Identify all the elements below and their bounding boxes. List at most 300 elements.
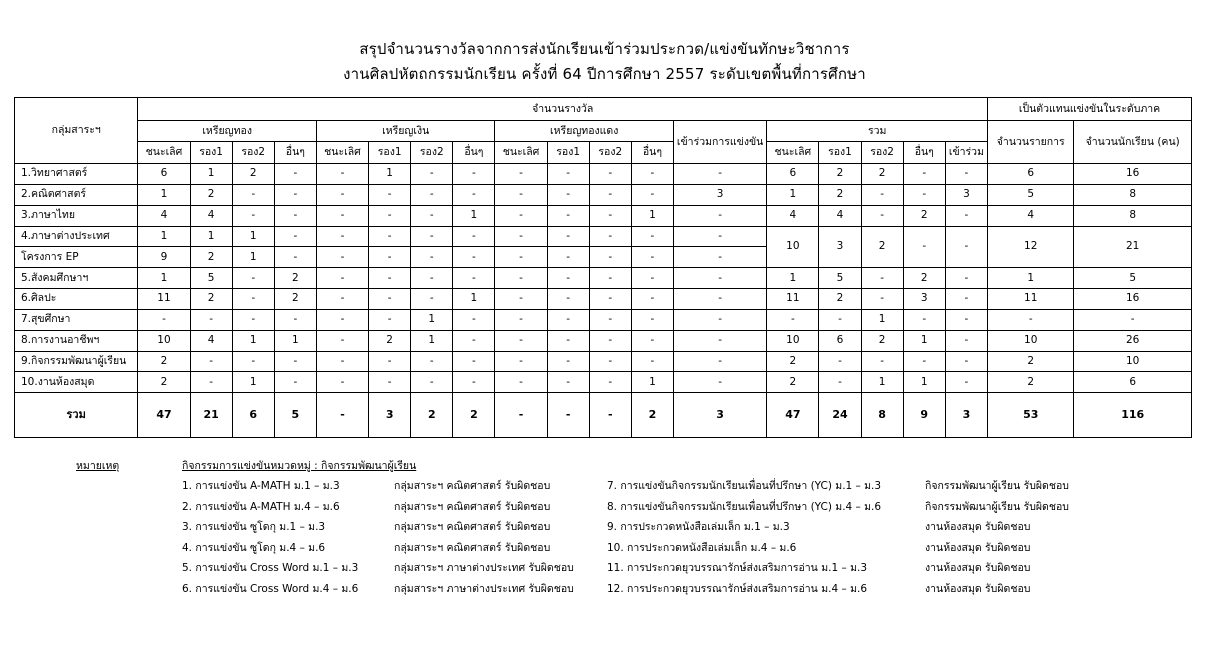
table-cell: - bbox=[453, 372, 495, 393]
merged-cell: - bbox=[945, 226, 987, 268]
table-cell: 2 bbox=[819, 184, 861, 205]
table-cell: 8 bbox=[1074, 205, 1192, 226]
table-cell: 1 bbox=[190, 164, 232, 185]
table-cell: 1 bbox=[767, 268, 819, 289]
table-cell: - bbox=[369, 226, 411, 247]
group-name-cell: 8.การงานอาชีพฯ bbox=[15, 330, 138, 351]
table-cell: - bbox=[495, 351, 547, 372]
table-cell: - bbox=[903, 351, 945, 372]
table-cell: - bbox=[274, 247, 316, 268]
subheader-other: อื่นๆ bbox=[903, 141, 945, 163]
note-responsible: กลุ่มสาระฯ คณิตศาสตร์ รับผิดชอบ bbox=[394, 480, 551, 492]
table-cell: 1 bbox=[411, 330, 453, 351]
subheader-r1: รอง1 bbox=[190, 141, 232, 163]
table-cell: - bbox=[411, 372, 453, 393]
subheader-other: อื่นๆ bbox=[274, 141, 316, 163]
table-cell: 1 bbox=[232, 372, 274, 393]
table-cell: - bbox=[861, 205, 903, 226]
table-cell: - bbox=[945, 372, 987, 393]
table-cell: - bbox=[274, 309, 316, 330]
table-cell: - bbox=[945, 164, 987, 185]
table-cell: - bbox=[631, 184, 673, 205]
table-cell: - bbox=[369, 247, 411, 268]
group-name-cell: 3.ภาษาไทย bbox=[15, 205, 138, 226]
table-cell: - bbox=[631, 330, 673, 351]
subheader-other: อื่นๆ bbox=[631, 141, 673, 163]
table-cell: - bbox=[589, 309, 631, 330]
table-cell: 1 bbox=[138, 184, 190, 205]
table-cell: 1 bbox=[861, 309, 903, 330]
table-cell: - bbox=[631, 309, 673, 330]
table-row bbox=[15, 164, 1192, 185]
table-cell: - bbox=[274, 226, 316, 247]
table-cell: 6 bbox=[988, 164, 1074, 185]
table-cell: - bbox=[453, 330, 495, 351]
note-item: 5. การแข่งขัน Cross Word ม.1 – ม.3 bbox=[182, 562, 359, 574]
table-cell: - bbox=[232, 309, 274, 330]
table-cell: - bbox=[945, 289, 987, 310]
table-cell: - bbox=[316, 226, 368, 247]
table-cell: 2 bbox=[988, 372, 1074, 393]
total-cell: 24 bbox=[819, 393, 861, 438]
note-item: 7. การแข่งขันกิจกรรมนักเรียนเพื่อนที่ปรึกษา (YC) ม.1 – ม.3 bbox=[607, 480, 882, 492]
table-cell: 2 bbox=[903, 205, 945, 226]
table-cell: 11 bbox=[767, 289, 819, 310]
table-cell: - bbox=[495, 372, 547, 393]
group-name-cell: 5.สังคมศึกษาฯ bbox=[15, 268, 138, 289]
table-cell: 5 bbox=[190, 268, 232, 289]
table-cell: - bbox=[316, 205, 368, 226]
page-title-line2: งานศิลปหัตถกรรมนักเรียน ครั้งที่ 64 ปีการศึกษา 2557 ระดับเขตพื้นที่การศึกษา bbox=[343, 65, 866, 83]
merged-cell: 21 bbox=[1074, 226, 1192, 268]
table-cell: - bbox=[316, 268, 368, 289]
table-cell: - bbox=[767, 309, 819, 330]
table-cell: - bbox=[1074, 309, 1192, 330]
table-cell: - bbox=[232, 268, 274, 289]
subheader-r2: รอง2 bbox=[589, 141, 631, 163]
table-cell: - bbox=[232, 205, 274, 226]
group-name-cell: 4.ภาษาต่างประเทศ bbox=[15, 226, 138, 247]
table-cell: 4 bbox=[819, 205, 861, 226]
table-cell: - bbox=[369, 372, 411, 393]
note-item: 8. การแข่งขันกิจกรรมนักเรียนเพื่อนที่ปรึกษา (YC) ม.4 – ม.6 bbox=[607, 500, 882, 513]
table-cell: - bbox=[274, 351, 316, 372]
table-cell: - bbox=[547, 351, 589, 372]
total-cell: - bbox=[316, 393, 368, 438]
header-group: กลุ่มสาระฯ bbox=[15, 98, 138, 164]
table-cell: - bbox=[547, 330, 589, 351]
table-cell: 4 bbox=[190, 205, 232, 226]
total-cell: 3 bbox=[945, 393, 987, 438]
table-cell: 1 bbox=[138, 268, 190, 289]
table-cell: - bbox=[411, 164, 453, 185]
table-cell: - bbox=[316, 330, 368, 351]
table-cell: - bbox=[138, 309, 190, 330]
table-cell: - bbox=[495, 289, 547, 310]
table-cell: 1 bbox=[232, 226, 274, 247]
table-cell: 2 bbox=[138, 351, 190, 372]
table-cell: 3 bbox=[903, 289, 945, 310]
table-cell: 2 bbox=[190, 184, 232, 205]
total-row bbox=[15, 393, 1192, 438]
subheader-joined: เข้าร่วม bbox=[945, 141, 987, 163]
table-cell: - bbox=[819, 351, 861, 372]
table-cell: 6 bbox=[138, 164, 190, 185]
table-cell: - bbox=[547, 205, 589, 226]
table-row bbox=[15, 205, 1192, 226]
total-cell: - bbox=[547, 393, 589, 438]
header-gold: เหรียญทอง bbox=[138, 121, 317, 141]
subheader-r2: รอง2 bbox=[411, 141, 453, 163]
table-cell: 1 bbox=[274, 330, 316, 351]
header-regional: เป็นตัวแทนแข่งขันในระดับภาค bbox=[988, 98, 1192, 121]
table-row bbox=[15, 226, 1192, 247]
table-cell: - bbox=[819, 372, 861, 393]
total-cell: 3 bbox=[369, 393, 411, 438]
table-cell: - bbox=[453, 351, 495, 372]
table-cell: - bbox=[945, 351, 987, 372]
table-cell: - bbox=[547, 164, 589, 185]
total-cell: 2 bbox=[453, 393, 495, 438]
table-cell: - bbox=[190, 351, 232, 372]
table-cell: - bbox=[316, 247, 368, 268]
subheader-excellent: ชนะเลิศ bbox=[316, 141, 368, 163]
group-name-cell: 10.งานห้องสมุด bbox=[15, 372, 138, 393]
table-cell: - bbox=[411, 289, 453, 310]
table-cell: - bbox=[369, 205, 411, 226]
table-cell: - bbox=[589, 351, 631, 372]
table-cell: - bbox=[274, 184, 316, 205]
table-cell: - bbox=[453, 309, 495, 330]
table-cell: 10 bbox=[138, 330, 190, 351]
table-cell: - bbox=[232, 184, 274, 205]
header-silver: เหรียญเงิน bbox=[316, 121, 495, 141]
table-cell: - bbox=[903, 164, 945, 185]
table-cell: - bbox=[945, 309, 987, 330]
table-cell: - bbox=[945, 268, 987, 289]
total-cell: 2 bbox=[411, 393, 453, 438]
table-cell: 2 bbox=[190, 289, 232, 310]
table-cell: 2 bbox=[903, 268, 945, 289]
note-responsible: กลุ่มสาระฯ คณิตศาสตร์ รับผิดชอบ bbox=[394, 521, 551, 533]
table-cell: - bbox=[589, 289, 631, 310]
table-cell: 1 bbox=[861, 372, 903, 393]
table-row bbox=[15, 268, 1192, 289]
note-responsible: งานห้องสมุด รับผิดชอบ bbox=[925, 582, 1031, 595]
table-cell: 10 bbox=[988, 330, 1074, 351]
table-cell: 11 bbox=[988, 289, 1074, 310]
table-cell: 2 bbox=[861, 330, 903, 351]
subheader-r1: รอง1 bbox=[547, 141, 589, 163]
table-cell: 4 bbox=[767, 205, 819, 226]
table-cell: - bbox=[411, 351, 453, 372]
note-item: 3. การแข่งขัน ซูโดกุ ม.1 – ม.3 bbox=[182, 521, 326, 533]
table-cell: - bbox=[589, 226, 631, 247]
table-cell: - bbox=[369, 184, 411, 205]
table-cell: 4 bbox=[138, 205, 190, 226]
total-cell: 3 bbox=[673, 393, 766, 438]
note-item: 6. การแข่งขัน Cross Word ม.4 – ม.6 bbox=[182, 582, 359, 595]
notes-label: หมายเหตุ bbox=[76, 460, 120, 472]
table-cell: - bbox=[547, 309, 589, 330]
table-cell: 3 bbox=[945, 184, 987, 205]
table-cell: - bbox=[673, 226, 766, 247]
table-cell: - bbox=[631, 226, 673, 247]
page-title-line1: สรุปจำนวนรางวัลจากการส่งนักเรียนเข้าร่วมประกวด/แข่งขันทักษะวิชาการ bbox=[359, 40, 850, 58]
total-cell: 5 bbox=[274, 393, 316, 438]
table-cell: - bbox=[673, 289, 766, 310]
table-cell: - bbox=[453, 226, 495, 247]
table-cell: - bbox=[631, 268, 673, 289]
total-cell: 8 bbox=[861, 393, 903, 438]
table-cell: - bbox=[589, 184, 631, 205]
table-cell: 5 bbox=[988, 184, 1074, 205]
note-responsible: งานห้องสมุด รับผิดชอบ bbox=[925, 541, 1031, 554]
note-responsible: งานห้องสมุด รับผิดชอบ bbox=[925, 562, 1031, 574]
table-cell: 1 bbox=[232, 247, 274, 268]
note-item: 4. การแข่งขัน ซูโดกุ ม.4 – ม.6 bbox=[182, 541, 326, 554]
table-row bbox=[15, 289, 1192, 310]
merged-cell: 10 bbox=[767, 226, 819, 268]
table-cell: - bbox=[232, 289, 274, 310]
table-cell: - bbox=[369, 289, 411, 310]
note-item: 2. การแข่งขัน A-MATH ม.4 – ม.6 bbox=[182, 500, 340, 513]
table-cell: - bbox=[673, 268, 766, 289]
table-cell: - bbox=[495, 309, 547, 330]
subheader-r2: รอง2 bbox=[861, 141, 903, 163]
table-cell: 2 bbox=[232, 164, 274, 185]
table-cell: - bbox=[411, 184, 453, 205]
table-cell: - bbox=[589, 164, 631, 185]
table-cell: - bbox=[274, 205, 316, 226]
table-cell: - bbox=[316, 372, 368, 393]
table-cell: 26 bbox=[1074, 330, 1192, 351]
awards-table bbox=[14, 97, 1192, 438]
note-responsible: กิจกรรมพัฒนาผู้เรียน รับผิดชอบ bbox=[925, 500, 1069, 513]
table-cell: 1 bbox=[369, 164, 411, 185]
table-cell: - bbox=[495, 164, 547, 185]
table-cell: - bbox=[232, 351, 274, 372]
total-cell: 6 bbox=[232, 393, 274, 438]
table-cell: 9 bbox=[138, 247, 190, 268]
table-cell: 2 bbox=[138, 372, 190, 393]
table-cell: - bbox=[631, 164, 673, 185]
table-cell: - bbox=[631, 247, 673, 268]
table-cell: - bbox=[547, 247, 589, 268]
note-item: 10. การประกวดหนังสือเล่มเล็ก ม.4 – ม.6 bbox=[607, 541, 797, 554]
subheader-r1: รอง1 bbox=[369, 141, 411, 163]
table-cell: - bbox=[274, 372, 316, 393]
table-cell: 4 bbox=[190, 330, 232, 351]
table-cell: - bbox=[316, 351, 368, 372]
table-row bbox=[15, 330, 1192, 351]
table-cell: - bbox=[495, 247, 547, 268]
group-name-cell: โครงการ EP bbox=[15, 247, 138, 268]
table-cell: 1 bbox=[767, 184, 819, 205]
table-cell: 6 bbox=[767, 164, 819, 185]
table-cell: - bbox=[673, 164, 766, 185]
note-item: 12. การประกวดยุวบรรณารักษ์ส่งเสริมการอ่าน ม.4 – ม.6 bbox=[607, 582, 868, 595]
table-cell: - bbox=[547, 226, 589, 247]
table-cell: - bbox=[589, 330, 631, 351]
table-cell: - bbox=[589, 205, 631, 226]
group-name-cell: 2.คณิตศาสตร์ bbox=[15, 184, 138, 205]
table-cell: - bbox=[988, 309, 1074, 330]
table-cell: - bbox=[861, 289, 903, 310]
total-cell: 53 bbox=[988, 393, 1074, 438]
header-awards: จำนวนรางวัล bbox=[138, 98, 988, 121]
note-item: 1. การแข่งขัน A-MATH ม.1 – ม.3 bbox=[182, 480, 340, 492]
table-cell: 5 bbox=[819, 268, 861, 289]
table-cell: - bbox=[190, 372, 232, 393]
table-row bbox=[15, 372, 1192, 393]
subheader-excellent: ชนะเลิศ bbox=[138, 141, 190, 163]
table-cell: - bbox=[495, 268, 547, 289]
group-name-cell: 7.สุขศึกษา bbox=[15, 309, 138, 330]
table-cell: - bbox=[316, 289, 368, 310]
table-cell: - bbox=[673, 372, 766, 393]
table-cell: 1 bbox=[138, 226, 190, 247]
note-responsible: กลุ่มสาระฯ ภาษาต่างประเทศ รับผิดชอบ bbox=[394, 562, 574, 574]
note-responsible: กลุ่มสาระฯ คณิตศาสตร์ รับผิดชอบ bbox=[394, 541, 551, 554]
table-cell: - bbox=[547, 289, 589, 310]
table-cell: 1 bbox=[988, 268, 1074, 289]
header-num-students: จำนวนนักเรียน (คน) bbox=[1074, 121, 1192, 164]
table-cell: - bbox=[945, 205, 987, 226]
table-cell: 10 bbox=[1074, 351, 1192, 372]
table-cell: 2 bbox=[861, 164, 903, 185]
header-bronze: เหรียญทองแดง bbox=[495, 121, 674, 141]
table-cell: - bbox=[861, 184, 903, 205]
table-cell: - bbox=[819, 309, 861, 330]
note-item: 11. การประกวดยุวบรรณารักษ์ส่งเสริมการอ่าน ม.1 – ม.3 bbox=[607, 562, 868, 574]
note-responsible: กลุ่มสาระฯ ภาษาต่างประเทศ รับผิดชอบ bbox=[394, 582, 574, 595]
table-cell: 16 bbox=[1074, 164, 1192, 185]
header-num-items: จำนวนรายการ bbox=[988, 121, 1074, 164]
table-cell: - bbox=[589, 247, 631, 268]
note-item: 9. การประกวดหนังสือเล่มเล็ก ม.1 – ม.3 bbox=[607, 521, 790, 533]
table-row bbox=[15, 351, 1192, 372]
table-cell: 11 bbox=[138, 289, 190, 310]
table-cell: - bbox=[453, 184, 495, 205]
table-cell: 2 bbox=[767, 372, 819, 393]
table-row bbox=[15, 309, 1192, 330]
table-cell: - bbox=[369, 351, 411, 372]
merged-cell: 12 bbox=[988, 226, 1074, 268]
table-cell: 1 bbox=[903, 372, 945, 393]
table-cell: - bbox=[589, 268, 631, 289]
table-cell: - bbox=[495, 226, 547, 247]
table-cell: 10 bbox=[767, 330, 819, 351]
table-cell: - bbox=[547, 268, 589, 289]
table-cell: - bbox=[903, 309, 945, 330]
table-cell: - bbox=[547, 184, 589, 205]
table-cell: - bbox=[411, 205, 453, 226]
table-cell: 2 bbox=[190, 247, 232, 268]
notes-section bbox=[0, 455, 1209, 595]
table-cell: 6 bbox=[1074, 372, 1192, 393]
notes-heading: กิจกรรมการแข่งขันหมวดหมู่ : กิจกรรมพัฒนาผู้เรียน bbox=[182, 460, 417, 472]
total-cell: 116 bbox=[1074, 393, 1192, 438]
table-cell: 5 bbox=[1074, 268, 1192, 289]
table-cell: - bbox=[453, 247, 495, 268]
table-cell: 2 bbox=[819, 289, 861, 310]
merged-cell: 2 bbox=[861, 226, 903, 268]
note-responsible: กิจกรรมพัฒนาผู้เรียน รับผิดชอบ bbox=[925, 480, 1069, 492]
total-cell: 2 bbox=[631, 393, 673, 438]
table-cell: 2 bbox=[819, 164, 861, 185]
table-cell: - bbox=[495, 330, 547, 351]
group-name-cell: 6.ศิลปะ bbox=[15, 289, 138, 310]
table-cell: 8 bbox=[1074, 184, 1192, 205]
note-responsible: กลุ่มสาระฯ คณิตศาสตร์ รับผิดชอบ bbox=[394, 500, 551, 513]
table-cell: - bbox=[673, 205, 766, 226]
table-cell: - bbox=[673, 247, 766, 268]
table-cell: - bbox=[495, 205, 547, 226]
table-cell: - bbox=[369, 309, 411, 330]
table-cell: 1 bbox=[232, 330, 274, 351]
merged-cell: 3 bbox=[819, 226, 861, 268]
table-cell: - bbox=[861, 351, 903, 372]
group-name-cell: 1.วิทยาศาสตร์ bbox=[15, 164, 138, 185]
table-cell: 1 bbox=[411, 309, 453, 330]
table-cell: - bbox=[673, 309, 766, 330]
table-cell: 1 bbox=[903, 330, 945, 351]
table-cell: 16 bbox=[1074, 289, 1192, 310]
subheader-r1: รอง1 bbox=[819, 141, 861, 163]
table-cell: - bbox=[411, 268, 453, 289]
table-cell: - bbox=[631, 351, 673, 372]
table-cell: - bbox=[316, 164, 368, 185]
table-cell: 1 bbox=[453, 289, 495, 310]
table-cell: - bbox=[411, 247, 453, 268]
total-cell: 47 bbox=[138, 393, 190, 438]
total-cell: - bbox=[589, 393, 631, 438]
table-cell: - bbox=[673, 351, 766, 372]
table-cell: - bbox=[945, 330, 987, 351]
note-responsible: งานห้องสมุด รับผิดชอบ bbox=[925, 521, 1031, 533]
subheader-excellent: ชนะเลิศ bbox=[495, 141, 547, 163]
table-cell: - bbox=[631, 289, 673, 310]
table-cell: 4 bbox=[988, 205, 1074, 226]
table-cell: - bbox=[411, 226, 453, 247]
header-total: รวม bbox=[767, 121, 988, 141]
table-cell: - bbox=[316, 309, 368, 330]
table-cell: - bbox=[369, 268, 411, 289]
subheader-r2: รอง2 bbox=[232, 141, 274, 163]
table-cell: 2 bbox=[274, 268, 316, 289]
total-cell: 47 bbox=[767, 393, 819, 438]
table-cell: - bbox=[453, 268, 495, 289]
table-cell: 3 bbox=[673, 184, 766, 205]
table-cell: 1 bbox=[631, 205, 673, 226]
total-cell: 21 bbox=[190, 393, 232, 438]
table-cell: - bbox=[861, 268, 903, 289]
table-cell: - bbox=[190, 309, 232, 330]
merged-cell: - bbox=[903, 226, 945, 268]
total-label-cell: รวม bbox=[15, 393, 138, 438]
table-cell: - bbox=[274, 164, 316, 185]
table-cell: 1 bbox=[453, 205, 495, 226]
table-cell: - bbox=[547, 372, 589, 393]
table-cell: 2 bbox=[274, 289, 316, 310]
table-row bbox=[15, 184, 1192, 205]
header-participate: เข้าร่วมการแข่งขัน bbox=[673, 121, 766, 164]
table-cell: 6 bbox=[819, 330, 861, 351]
total-cell: 9 bbox=[903, 393, 945, 438]
table-cell: - bbox=[453, 164, 495, 185]
table-cell: 2 bbox=[767, 351, 819, 372]
